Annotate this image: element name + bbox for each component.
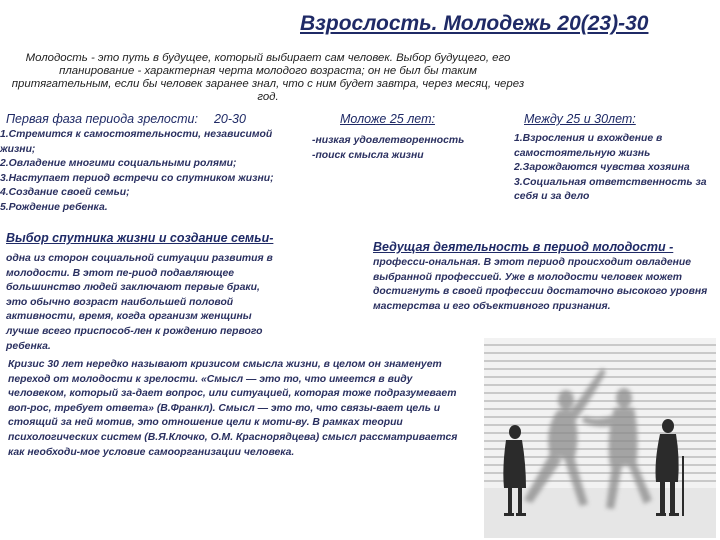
under25-heading: Моложе 25 лет:: [340, 112, 435, 126]
crisis-paragraph: Кризис 30 лет нередко называют кризисом смысла жизни, в целом он знаменует переход от молодости к зрелости. «Смысл — это то, что имеется в виду человеком, который за-дает вопрос, или ситуацией, которая тоже подразумевает воп-рос, требует ответа» (В.Франкл). Смысл — это то, что связы-вает цель и стоящий за ней мотив, это отношение цели к моти-ву. В рамках теории психологических систем (В.Я.Клочко, О.М. Краснорядцева) смысл рассматривается как необходи-мое условие самоорганизации человека.: [8, 359, 458, 458]
list-item: 3.Наступает период встречи со спутником жизни;: [0, 172, 274, 184]
list-item: 1.Взросления и вхождение в самостоятельную жизнь: [514, 133, 663, 159]
elderly-couple-shadow-photo: [484, 338, 716, 538]
between-list: [514, 132, 714, 205]
list-item: 5.Рождение ребенка.: [0, 201, 108, 213]
first-phase-heading: [6, 112, 246, 126]
first-phase-range: 20-30: [213, 112, 246, 126]
list-item: 2.Зарождаются чувства хозяина: [514, 162, 690, 174]
choice-heading: Выбор спутника жизни и создание семьи-: [6, 231, 274, 245]
list-item: 3.Социальная ответственность за себя и за дело: [514, 176, 707, 203]
activity-paragraph: професси-ональная. В этот период происходит овладение выбранной профессией. Уже в молодости человек может достигнуть в своей профессии достаточно высокого уровня мастерства и его объективного признания.: [373, 257, 708, 312]
activity-heading: Ведущая деятельность в период молодости -: [373, 240, 674, 254]
under25-list: [312, 134, 502, 163]
list-item: -низкая удовлетворенность: [312, 135, 465, 146]
list-item: -поиск смысла жизни: [312, 149, 424, 161]
intro-paragraph: Молодость - это путь в будущее, который выбирает сам человек. Выбор будущего, его планирование - характерная черта молодого возраста; он не был бы таким притягательным, если бы человек заранее знал, что с ним будет завтра, через месяц, через год.: [11, 52, 525, 103]
list-item: 2.Овладение многими социальными ролями;: [0, 158, 237, 170]
between-heading: Между 25 и 30лет:: [524, 112, 636, 126]
page-title: Взрослость. Молодежь 20(23)-30: [300, 12, 649, 35]
list-item: 1.Стремится к самостоятельности, независимой жизни;: [0, 129, 273, 155]
photo-illustration: [484, 338, 716, 538]
first-phase-label: Первая фаза периода зрелости:: [6, 112, 198, 126]
list-item: 4.Создание своей семьи;: [0, 187, 130, 199]
choice-paragraph: одна из сторон социальной ситуации развития в молодости. В этот пе-риод подавляющее большинство людей заключают первые браки, это обычно возраст наибольшей половой активности, время, когда организм женщины лучше всего приспособ-лен к рождению первого ребенка.: [6, 253, 273, 352]
first-phase-list: [0, 128, 300, 216]
